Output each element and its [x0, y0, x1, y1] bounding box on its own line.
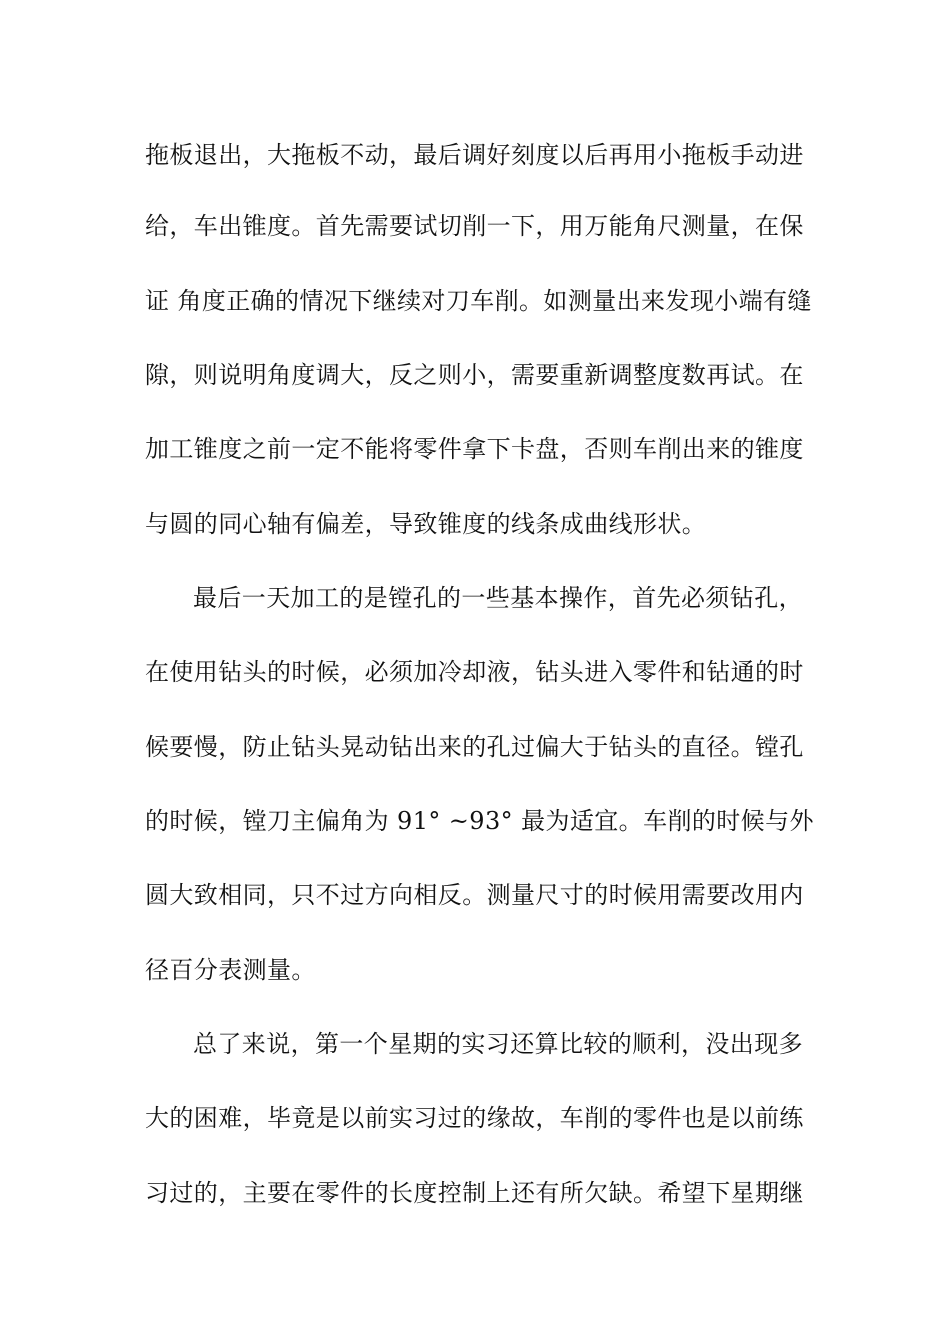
text-line: 拖板退出，大拖板不动，最后调好刻度以后再用小拖板手动进	[145, 141, 804, 169]
text-line: 习过的，主要在零件的长度控制上还有所欠缺。希望下星期继	[145, 1179, 804, 1207]
text-line: 的时候，镗刀主偏角为 91° ~93° 最为适宜。车削的时候与外	[145, 807, 814, 835]
text-line: 证 角度正确的情况下继续对刀车削。如测量出来发现小端有缝	[145, 287, 812, 315]
text-line: 与圆的同心轴有偏差，导致锥度的线条成曲线形状。	[145, 510, 707, 538]
text-line: 在使用钻头的时候，必须加冷却液，钻头进入零件和钻通的时	[145, 658, 804, 686]
paragraph-first-line: 总了来说，第一个星期的实习还算比较的顺利，没出现多	[193, 1030, 803, 1058]
text-line: 候要慢，防止钻头晃动钻出来的孔过偏大于钻头的直径。镗孔	[145, 733, 804, 761]
text-line: 加工锥度之前一定不能将零件拿下卡盘，否则车削出来的锥度	[145, 435, 804, 463]
text-line: 隙，则说明角度调大，反之则小，需要重新调整度数再试。在	[145, 361, 804, 389]
text-line: 大的困难，毕竟是以前实习过的缘故，车削的零件也是以前练	[145, 1104, 804, 1132]
paragraph-first-line: 最后一天加工的是镗孔的一些基本操作，首先必须钻孔，	[193, 584, 803, 612]
text-line: 圆大致相同，只不过方向相反。测量尺寸的时候用需要改用内	[145, 881, 804, 909]
text-line: 径百分表测量。	[145, 956, 316, 984]
text-line: 给，车出锥度。首先需要试切削一下，用万能角尺测量，在保	[145, 212, 804, 240]
